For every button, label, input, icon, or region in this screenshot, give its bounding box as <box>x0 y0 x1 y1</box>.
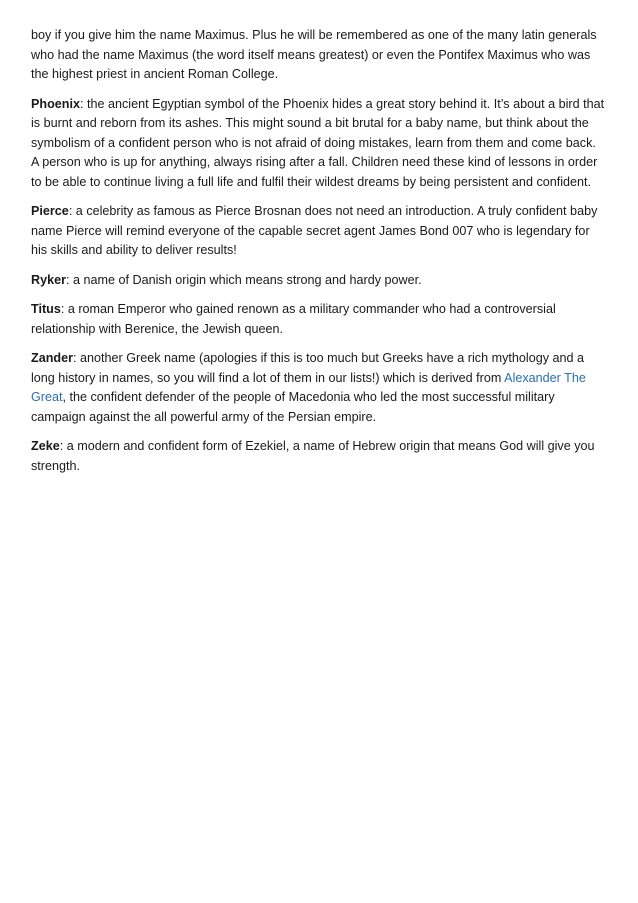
entry-titus <box>31 300 606 339</box>
entry-term: Titus <box>31 302 61 316</box>
entry-description: : a name of Danish origin which means strong and hardy power. <box>66 272 422 287</box>
entry-description-before-link: : another Greek name (apologies if this is too much but Greeks have a rich mythology and a long history in names, so you will find a lot of them in our lists!) which is derived from <box>31 351 585 385</box>
intro-paragraph <box>31 26 606 85</box>
entry-term: Zeke <box>31 439 60 453</box>
entry-term: Zander <box>31 351 73 365</box>
entry-description: : a roman Emperor who gained renown as a military commander who had a controversial relationship with Berenice, the Jewish queen. <box>31 302 556 336</box>
entry-pierce <box>31 202 606 261</box>
entry-zander <box>31 349 606 427</box>
entry-zeke <box>31 437 606 476</box>
entry-description: : a celebrity as famous as Pierce Brosnan does not need an introduction. A truly confident baby name Pierce will remind everyone of the capable secret agent James Bond 007 who is legendary for his skills and ability to deliver results! <box>31 204 598 257</box>
entry-description: : the ancient Egyptian symbol of the Phoenix hides a great story behind it. It’s about a bird that is burnt and reborn from its ashes. This might sound a bit brutal for a baby name, but think about the symbolism of a confident person who is not afraid of doing mistakes, learn from them and come back. A person who is up for anything, always rising after a fall. Children need these kind of lessons in order to be able to continue living a full life and fulfil their wildest dreams by being persistent and confident. <box>31 96 605 189</box>
intro-text: boy if you give him the name Maximus. Plus he will be remembered as one of the many latin generals who had the name Maximus (the word itself means greatest) or even the Pontifex Maximus who was the highest priest in ancient Roman College. <box>31 28 597 81</box>
alexander-the-great-link[interactable]: Alexander The Great <box>31 370 586 404</box>
document-page <box>31 26 606 486</box>
entry-description: : a modern and confident form of Ezekiel, a name of Hebrew origin that means God will give you strength. <box>31 439 595 473</box>
entry-term: Phoenix <box>31 96 80 111</box>
entry-term: Ryker <box>31 272 67 287</box>
entry-description-after-link: , the confident defender of the people of Macedonia who led the most successful military campaign against the all powerful army of the Persian empire. <box>31 390 555 424</box>
entry-phoenix <box>31 95 606 193</box>
entry-term: Pierce <box>31 204 69 218</box>
entry-ryker <box>31 271 606 291</box>
